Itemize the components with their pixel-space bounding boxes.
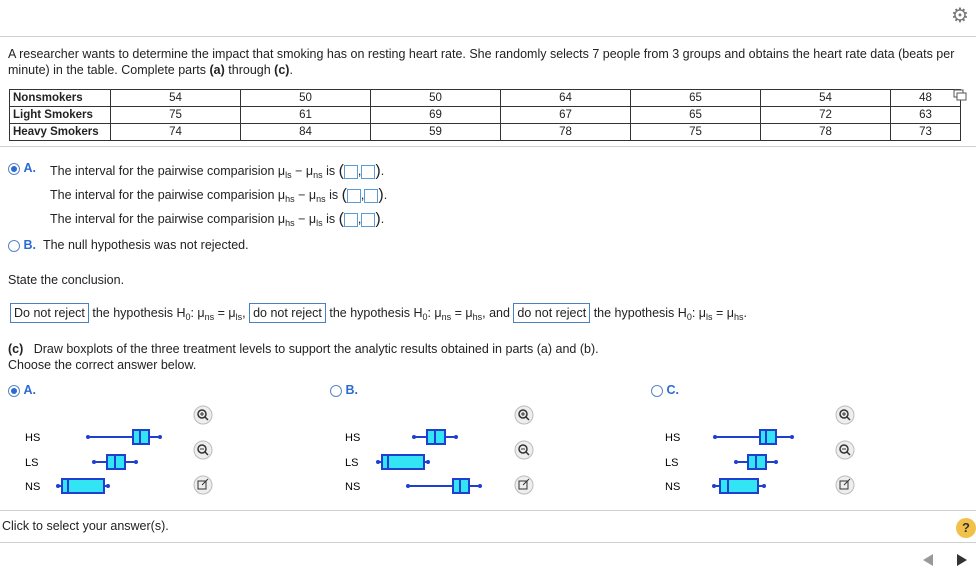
interval-line-2: The interval for the pairwise comparision $\mu_{hs} - \mu_{ns}$ is ( , ). [50, 186, 388, 204]
boxplot-option-c-radio[interactable] [651, 385, 663, 397]
next-arrow-icon[interactable] [956, 553, 968, 567]
boxplot-label: NS [345, 481, 361, 493]
upper-bound-input[interactable] [361, 165, 375, 179]
boxplot-label: LS [665, 457, 679, 469]
conclusion-dropdown-1[interactable]: Do not reject [10, 303, 89, 323]
footer-divider [0, 542, 976, 543]
zoom-out-icon[interactable] [835, 440, 855, 460]
row-label: Light Smokers [10, 107, 111, 124]
boxplot-label: HS [25, 432, 41, 444]
table-cell: 69 [371, 107, 501, 124]
previous-arrow-icon[interactable] [922, 553, 934, 567]
top-divider [0, 36, 976, 37]
part-c-heading: (c) Draw boxplots of the three treatment levels to support the analytic results obtained in parts (a) and (b). [8, 342, 599, 356]
zoom-out-icon[interactable] [514, 440, 534, 460]
table-cell: 67 [501, 107, 631, 124]
boxplot-label: LS [345, 457, 359, 469]
open-external-icon[interactable] [514, 475, 534, 495]
table-cell: 65 [631, 107, 761, 124]
open-external-icon[interactable] [193, 475, 213, 495]
boxplot-label: HS [345, 432, 361, 444]
table-cell: 73 [891, 124, 961, 141]
zoom-in-icon[interactable] [835, 405, 855, 425]
table-cell: 48 [891, 90, 961, 107]
row-label: Heavy Smokers [10, 124, 111, 141]
zoom-out-icon[interactable] [193, 440, 213, 460]
conclusion-label: State the conclusion. [8, 273, 125, 287]
box-hs [86, 430, 162, 444]
table-cell: 63 [891, 107, 961, 124]
table-cell: 75 [111, 107, 241, 124]
boxplot-a [20, 425, 180, 495]
table-row [10, 124, 961, 141]
conclusion-dropdown-2[interactable]: do not reject [249, 303, 326, 323]
table-cell: 75 [631, 124, 761, 141]
table-cell: 54 [111, 90, 241, 107]
boxplot-label: LS [25, 457, 39, 469]
box-ns [712, 479, 766, 493]
table-cell: 50 [241, 90, 371, 107]
boxplot-option-b-radio[interactable] [330, 385, 342, 397]
option-b-row[interactable] [8, 238, 249, 252]
lower-bound-input[interactable] [344, 165, 358, 179]
boxplot-b [340, 425, 500, 495]
interval-line-3: The interval for the pairwise comparision $\mu_{hs} - \mu_{ls}$ is ( , ). [50, 210, 385, 228]
box-ls [92, 455, 138, 469]
table-cell: 65 [631, 90, 761, 107]
table-cell: 59 [371, 124, 501, 141]
question-prompt: A researcher wants to determine the impact that smoking has on resting heart rate. She randomly selects 7 people from 3 groups and obtains the heart rate data (beats per minute) in the table. Complete parts (a) through (c). [8, 47, 955, 77]
heart-rate-table [9, 89, 961, 141]
table-row [10, 90, 961, 107]
boxplot-option-b[interactable]: B. [330, 383, 358, 397]
upper-bound-input[interactable] [361, 213, 375, 227]
boxplot-label: NS [25, 481, 41, 493]
boxplot-label: HS [665, 432, 681, 444]
boxplot-c [660, 425, 820, 495]
zoom-in-icon[interactable] [193, 405, 213, 425]
interval-line-1: The interval for the pairwise comparision $\mu_{ls} - \mu_{ns}$ is ( , ). [50, 162, 385, 180]
box-hs [713, 430, 794, 444]
box-ls [734, 455, 778, 469]
option-b-radio[interactable] [8, 240, 20, 252]
boxplot-option-a-radio[interactable] [8, 385, 20, 397]
table-row [10, 107, 961, 124]
section-divider [0, 146, 976, 147]
option-a-radio[interactable] [8, 163, 20, 175]
table-cell: 72 [761, 107, 891, 124]
row-label: Nonsmokers [10, 90, 111, 107]
lower-bound-input[interactable] [347, 189, 361, 203]
boxplot-option-a[interactable]: A. [8, 383, 36, 397]
table-cell: 61 [241, 107, 371, 124]
choose-text: Choose the correct answer below. [8, 358, 197, 372]
bottom-divider [0, 510, 976, 511]
table-cell: 78 [501, 124, 631, 141]
conclusion-sentence: Do not reject the hypothesis $H_0$: $\mu_{ns} = \mu_{ls}$, do not reject the hypothesis $H_0$: $\mu_{ns} = \mu_{hs}$, and do not reject the hypothesis $H_0$: $\mu_{ls} = \mu_{hs}$. [10, 303, 747, 323]
option-b-text: The null hypothesis was not rejected. [42, 238, 249, 252]
table-cell: 84 [241, 124, 371, 141]
option-letter: B. [23, 238, 36, 252]
box-ls [376, 455, 430, 469]
box-ns [406, 479, 482, 493]
box-ns [56, 479, 110, 493]
gear-icon[interactable]: ⚙ [951, 5, 969, 27]
option-a-radio-row[interactable] [8, 161, 36, 175]
table-cell: 74 [111, 124, 241, 141]
table-cell: 50 [371, 90, 501, 107]
lower-bound-input[interactable] [344, 213, 358, 227]
conclusion-dropdown-3[interactable]: do not reject [513, 303, 590, 323]
boxplot-option-c[interactable]: C. [651, 383, 679, 397]
table-cell: 54 [761, 90, 891, 107]
option-letter: A. [23, 161, 36, 175]
click-instruction: Click to select your answer(s). [2, 519, 169, 533]
copy-table-icon[interactable] [953, 89, 967, 101]
table-cell: 64 [501, 90, 631, 107]
open-external-icon[interactable] [835, 475, 855, 495]
boxplot-label: NS [665, 481, 681, 493]
help-icon[interactable]: ? [956, 518, 976, 538]
zoom-in-icon[interactable] [514, 405, 534, 425]
upper-bound-input[interactable] [364, 189, 378, 203]
box-hs [412, 430, 458, 444]
table-cell: 78 [761, 124, 891, 141]
